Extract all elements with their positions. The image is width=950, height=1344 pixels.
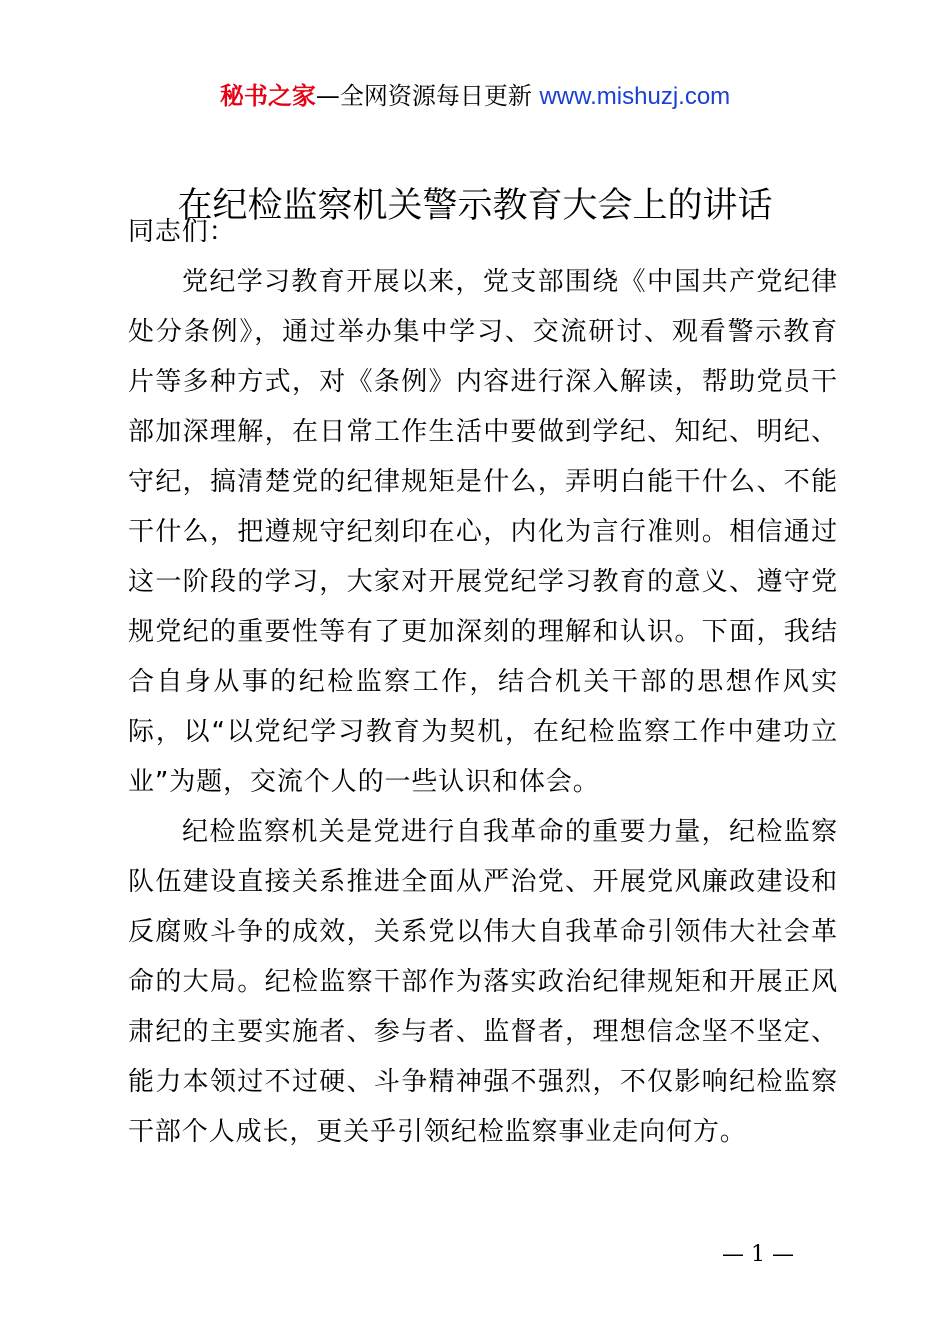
site-brand: 秘书之家 xyxy=(219,82,316,110)
site-url-link[interactable]: www.mishuzj.com xyxy=(539,83,731,110)
document-body xyxy=(128,207,838,1157)
body-paragraph: 党纪学习教育开展以来，党支部围绕《中国共产党纪律处分条例》，通过举办集中学习、交流研讨、观看警示教育片等多种方式，对《条例》内容进行深入解读，帮助党员干部加深理解，在日常工作生活中要做到学纪、知纪、明纪、守纪，搞清楚党的纪律规矩是什么，弄明白能干什么、不能干什么，把遵规守纪刻印在心，内化为言行准则。相信通过这一阶段的学习，大家对开展党纪学习教育的意义、遵守党规党纪的重要性等有了更加深刻的理解和认识。下面，我结合自身从事的纪检监察工作，结合机关干部的思想作风实际，以“以党纪学习教育为契机，在纪检监察工作中建功立业”为题，交流个人的一些认识和体会。 xyxy=(128,267,838,797)
site-header xyxy=(0,80,950,113)
salutation: 同志们： xyxy=(128,217,236,247)
page-number: — 1 — xyxy=(722,1242,794,1267)
document-title: 在纪检监察机关警示教育大会上的讲话 xyxy=(177,186,773,226)
body-paragraph: 纪检监察机关是党进行自我革命的重要力量，纪检监察队伍建设直接关系推进全面从严治党、开展党风廉政建设和反腐败斗争的成效，关系党以伟大自我革命引领伟大社会革命的大局。纪检监察干部作为落实政治纪律规矩和开展正风肃纪的主要实施者、参与者、监督者，理想信念坚不坚定、能力本领过不过硬、斗争精神强不强烈，不仅影响纪检监察干部个人成长，更关乎引领纪检监察事业走向何方。 xyxy=(128,817,838,1147)
site-tagline: —全网资源每日更新 xyxy=(315,82,540,110)
